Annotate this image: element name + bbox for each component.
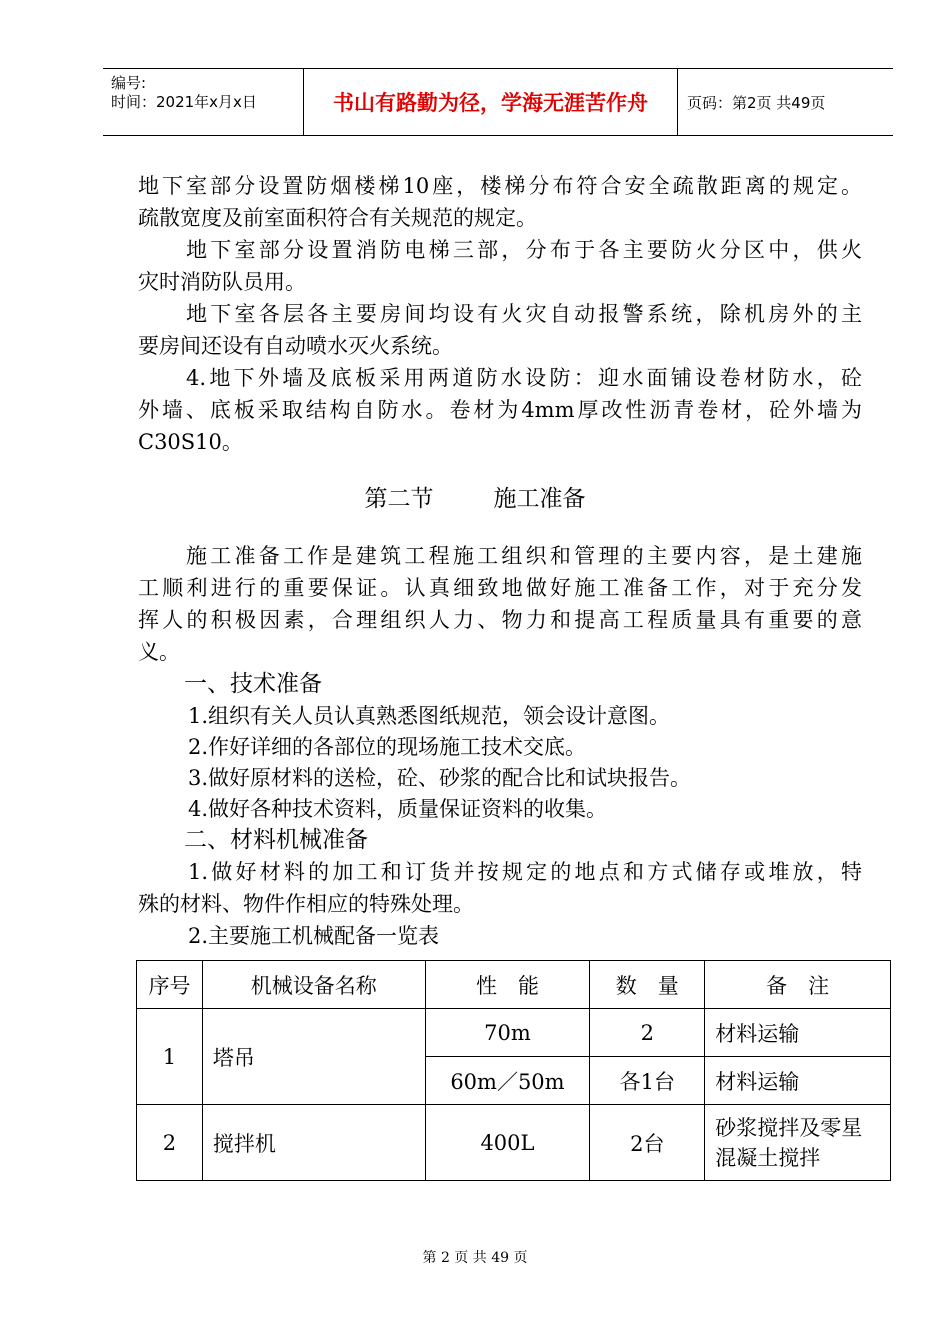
- table-cell-quantity: 各1台: [590, 1057, 705, 1105]
- paragraph-line: 施工准备工作是建筑工程施工组织和管理的主要内容，是土建施: [186, 544, 862, 568]
- table-cell-performance: 60m／50m: [425, 1057, 590, 1105]
- paragraph-line: 挥人的积极因素，合理组织人力、物力和提高工程质量具有重要的意: [138, 608, 862, 632]
- table-header-cell: 机械设备名称: [202, 961, 425, 1009]
- section-number: 第二节: [364, 486, 434, 512]
- paragraph-line: 灾时消防队员用。: [138, 270, 306, 294]
- subheading-technical: 一、技术准备: [184, 671, 322, 697]
- document-time-label: 时间：2021年x月x日: [111, 93, 257, 111]
- table-header-row: [137, 961, 891, 1009]
- paragraph-line: 工顺利进行的重要保证。认真细致地做好施工准备工作，对于充分发: [138, 576, 862, 600]
- table-row: [137, 1009, 891, 1057]
- page-footer: 第 2 页 共 49 页: [422, 1250, 528, 1266]
- table-header-cell: 数 量: [590, 961, 705, 1009]
- table-cell-performance: 70m: [425, 1009, 590, 1057]
- paragraph-line: 地下室各层各主要房间均设有火灾自动报警系统，除机房外的主: [186, 302, 862, 326]
- table-cell-note: [705, 1105, 891, 1181]
- header-page-info: 页码：第2页 共49页: [687, 93, 826, 112]
- paragraph-line: 地下室部分设置防烟楼梯10座，楼梯分布符合安全疏散距离的规定。: [138, 174, 862, 198]
- equipment-table: [136, 960, 891, 1181]
- paragraph-line: 要房间还设有自动喷水灭火系统。: [138, 334, 453, 358]
- page-header: [103, 68, 893, 136]
- table-cell-performance: 400L: [425, 1105, 590, 1181]
- header-meta-cell: [103, 69, 304, 135]
- paragraph-line: 1.做好材料的加工和订货并按规定的地点和方式储存或堆放，特: [188, 860, 862, 884]
- header-motto-cell: [304, 69, 678, 135]
- list-item: 2.作好详细的各部位的现场施工技术交底。: [188, 735, 587, 759]
- table-row: [137, 1105, 891, 1181]
- paragraph-line: 外墙、底板采取结构自防水。卷材为4mm厚改性沥青卷材，砼外墙为: [138, 398, 862, 422]
- table-cell-no: 1: [137, 1009, 203, 1105]
- paragraph-line: 地下室部分设置消防电梯三部，分布于各主要防火分区中，供火: [186, 238, 862, 262]
- table-cell-note: 材料运输: [705, 1057, 891, 1105]
- table-cell-quantity: 2台: [590, 1105, 705, 1181]
- paragraph-line: 4.地下外墙及底板采用两道防水设防：迎水面铺设卷材防水，砼: [186, 366, 862, 390]
- table-cell-note: 材料运输: [705, 1009, 891, 1057]
- paragraph-line: 义。: [138, 640, 180, 664]
- note-line: 砂浆搅拌及零星: [715, 1115, 863, 1140]
- note-line: 混凝土搅拌: [715, 1145, 821, 1170]
- list-item: 1.组织有关人员认真熟悉图纸规范，领会设计意图。: [188, 704, 671, 728]
- document-number-label: 编号:: [111, 74, 147, 92]
- table-cell-no: 2: [137, 1105, 203, 1181]
- table-header-cell: 序号: [137, 961, 203, 1009]
- section-body: [138, 540, 862, 951]
- table-header-cell: 备 注: [705, 961, 891, 1009]
- list-item: 2.主要施工机械配备一览表: [188, 924, 440, 948]
- section-title: 施工准备: [493, 486, 586, 512]
- subheading-materials: 二、材料机械准备: [184, 827, 368, 853]
- table-cell-quantity: 2: [590, 1009, 705, 1057]
- header-motto: 书山有路勤为径，学海无涯苦作舟: [333, 91, 648, 115]
- table-cell-name: 搅拌机: [202, 1105, 425, 1181]
- paragraph-line: 殊的材料、物件作相应的特殊处理。: [138, 892, 474, 916]
- header-page-cell: [678, 69, 893, 135]
- table-header-cell: 性 能: [425, 961, 590, 1009]
- list-item: 3.做好原材料的送检，砼、砂浆的配合比和试块报告。: [188, 766, 692, 790]
- section-heading: [0, 480, 950, 513]
- paragraph-line: 疏散宽度及前室面积符合有关规范的规定。: [138, 206, 537, 230]
- list-item: 4.做好各种技术资料，质量保证资料的收集。: [188, 797, 608, 821]
- table-cell-name: 塔吊: [202, 1009, 425, 1105]
- paragraph-line: C30S10。: [138, 430, 243, 454]
- intro-paragraphs: [138, 170, 862, 458]
